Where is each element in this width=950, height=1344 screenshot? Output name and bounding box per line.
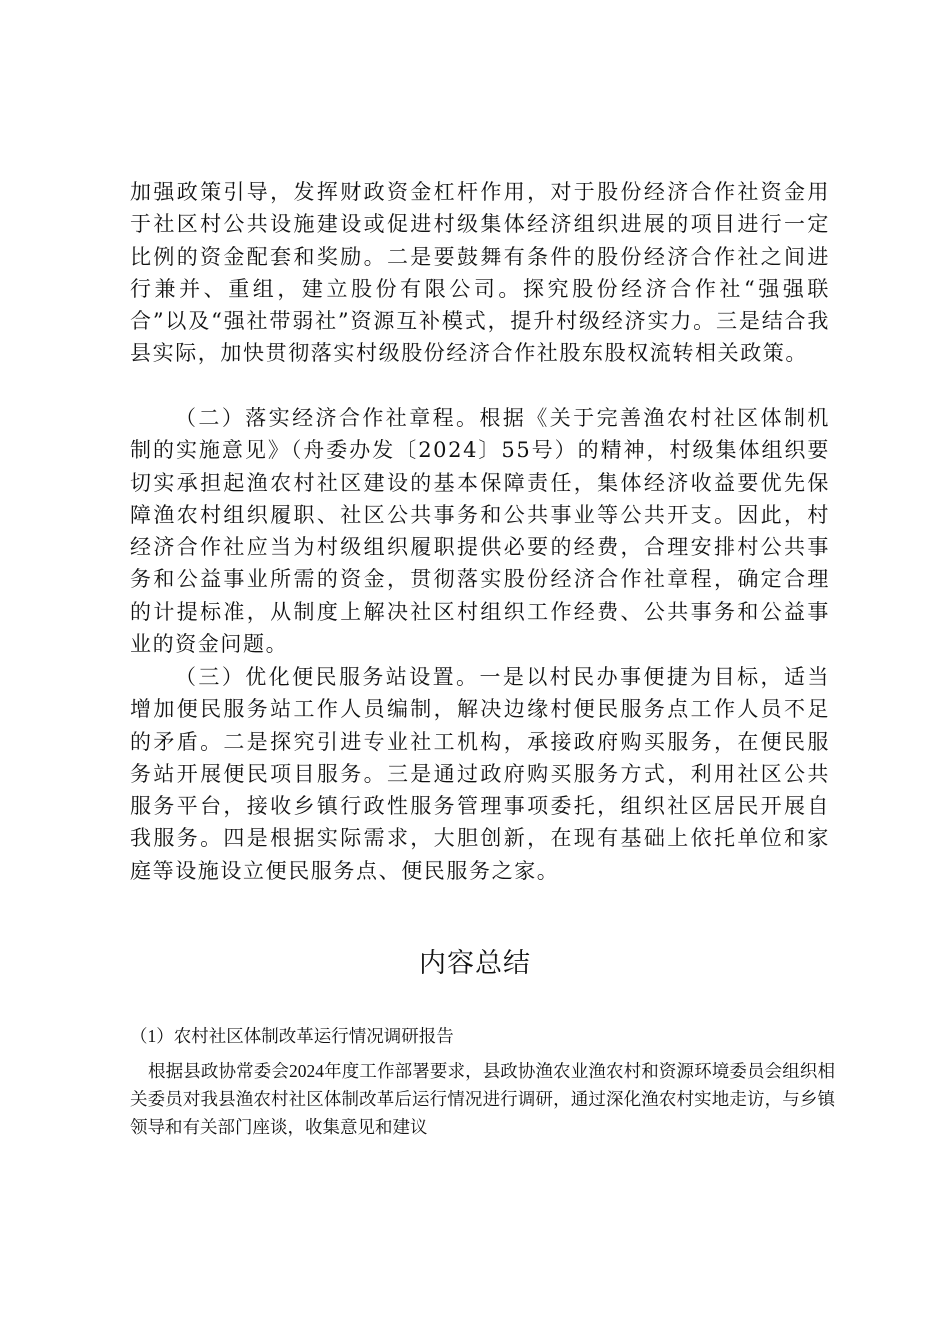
body-paragraph-1: 加强政策引导，发挥财政资金杠杆作用，对于股份经济合作社资金用于社区村公共设施建设或促进村级集体经济组织进展的项目进行一定比例的资金配套和奖励。二是要鼓舞有条件的股份经济合作社之间进行兼并、重组，建立股份有限公司。探究股份经济合作社“强强联合”以及“强社带弱社”资源互补模式，提升村级经济实力。三是结合我县实际，加快贯彻落实村级股份经济合作社股东股权流转相关政策。	[130, 180, 830, 366]
body-paragraph-3: （三）优化便民服务站设置。一是以村民办事便捷为目标，适当增加便民服务站工作人员编制，解决边缘村便民服务点工作人员不足的矛盾。二是探究引进专业社工机构，承接政府购买服务，在便民服务站开展便民项目服务。三是通过政府购买服务方式，利用社区公共服务平台，接收乡镇行政性服务管理事项委托，组织社区居民开展自我服务。四是根据实际需求，大胆创新，在现有基础上依托单位和家庭等设施设立便民服务点、便民服务之家。	[130, 665, 830, 883]
summary-item-text: 根据县政协常委会2024年度工作部署要求，县政协渔农业渔农村和资源环境委员会组织相关委员对我县渔农村社区体制改革后运行情况进行调研，通过深化渔农村实地走访，与乡镇领导和有关部门座谈，收集意见和建议	[130, 1061, 835, 1137]
summary-title: 内容总结	[419, 948, 531, 979]
body-paragraph-2: （二）落实经济合作社章程。根据《关于完善渔农村社区体制机制的实施意见》（舟委办发〔2024〕55号）的精神，村级集体组织要切实承担起渔农村社区建设的基本保障责任，集体经济收益要优先保障渔农村组织履职、社区公共事务和公共事业等公共开支。因此，村经济合作社应当为村级组织履职提供必要的经费，合理安排村公共事务和公益事业所需的资金，贯彻落实股份经济合作社章程，确定合理的计提标准，从制度上解决社区村组织工作经费、公共事务和公益事业的资金问题。	[130, 406, 830, 657]
summary-item-heading: （1）农村社区体制改革运行情况调研报告	[130, 1026, 454, 1046]
